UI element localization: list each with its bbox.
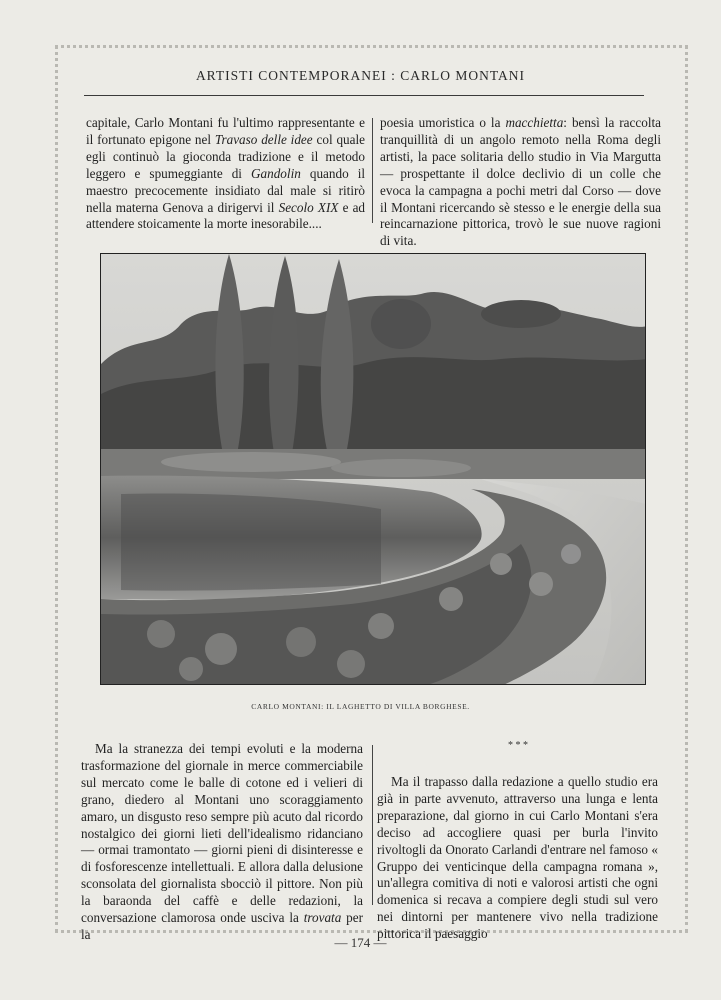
asterism: * * *: [508, 740, 528, 751]
page-number: — 174 —: [334, 935, 387, 950]
text-run: e ad attendere stoicamente la morte inesorabile....: [86, 199, 366, 232]
text-run: poesia umoristica o la: [380, 115, 501, 130]
bottom-right-column: [377, 774, 658, 943]
italic-title: Travaso delle idee: [214, 131, 313, 147]
top-left-paragraph: [86, 115, 365, 233]
text-run: Ma la stranezza dei tempi evoluti e la moderna trasformazione del giornale in merce commerciabile sul mercato come le balle di cotone ed i velieri di grano, diedero al Montani uno scoraggiamento amaro, un disgusto reso sempre più acuto dal ricordo nostalgico dei giorni lieti dell'idealismo ridanciano — ormai tramontato — giorni pieni di disinteresse e di fosforescenze intellettuali. E allora dalla delusione sconsolata del giornalista sbocciò il pittore. Non più la baraonda del caffè e delle redazioni, la conversazione clamorosa onde usciva la: [81, 741, 363, 926]
landscape-illustration: [101, 254, 646, 685]
painting-image: [100, 253, 646, 685]
top-right-column: [380, 115, 661, 250]
text-run: capitale, Carlo Montani fu l'ultimo rappresentante e il fortunato epigone nel: [86, 115, 365, 147]
bottom-left-paragraph: [81, 741, 363, 944]
italic-title: Secolo XIX: [278, 199, 339, 215]
running-header: ARTISTI CONTEMPORANEI : CARLO MONTANI: [195, 68, 526, 83]
figure-caption: CARLO MONTANI: IL LAGHETTO DI VILLA BORGHESE.: [251, 702, 470, 711]
text-run: Ma il trapasso dalla redazione a quello studio era già in parte avvenuto, attraverso una lunga e lenta preparazione, dal giorno in cui Carlo Montani s'era deciso ad accogliere quasi per burla l'invito rivoltogli da Onorato Carlandi d'entrare nel famoso « Gruppo dei venticinque della campagna romana », un'allegra comitiva di noti e valorosi artisti che ogni domenica si recava a compiere degli studi sul vero nei dintorni per mantenere vivo nella tradizione pittorica il paesaggio: [377, 774, 658, 942]
section-separator-asterisks: [488, 740, 548, 750]
top-left-column: [86, 115, 365, 233]
italic-name: Gandolin: [251, 165, 301, 181]
italic-term: macchietta: [505, 115, 564, 130]
column-divider: [372, 118, 373, 223]
header-rule: [84, 95, 644, 96]
bottom-right-paragraph: [377, 774, 658, 943]
italic-term: trovata: [303, 910, 342, 926]
bottom-left-column: [81, 741, 363, 944]
text-run: per la: [81, 910, 364, 942]
top-right-paragraph: [380, 115, 661, 250]
text-run: quando il maestro precocemente insidiato dal male si ritirò nella materna Genova a dirigervi il: [86, 165, 366, 215]
column-divider: [372, 745, 373, 905]
text-run: col quale egli continuò la gioconda tradizione e il metodo leggero e spumeggiante di: [86, 131, 366, 181]
text-run: : bensì la raccolta tranquillità di un angolo remoto nella Roma degli artisti, la pace solitaria dello studio in Via Margutta — prospettante il dolce declivio di un colle che evoca la campagna a pochi metri dal Corso — dove il Montani ricercando sè stesso e le energie della sua reincarnazione pittorica, trovò le sue nuove ragioni di vita.: [380, 115, 662, 249]
